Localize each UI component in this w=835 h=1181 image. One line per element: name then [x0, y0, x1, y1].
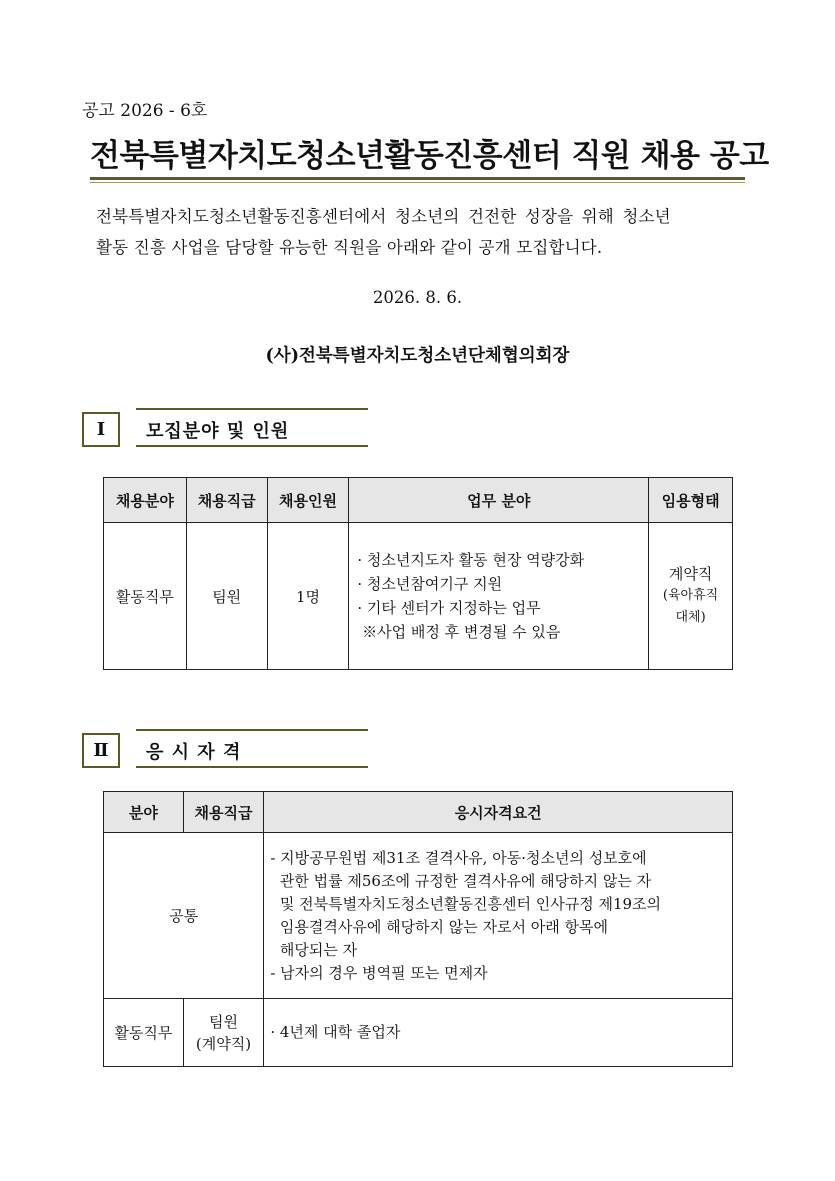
cell-common: 공통 [104, 833, 264, 999]
cell-rank [183, 999, 264, 1067]
section2-rule-bottom [136, 766, 368, 768]
section1-number: Ⅰ [96, 419, 106, 440]
table-row [104, 523, 733, 670]
requirement-line: 임용결격사유에 해당하지 않는 자로서 아래 항목에 [270, 917, 609, 936]
employment-type: 계약직 [668, 565, 713, 583]
title-divider-thin [90, 182, 745, 183]
notice-date: 2026. 8. 6. [372, 288, 463, 307]
intro-line: 전북특별자치도청소년활동진흥센터에서 청소년의 건전한 성장을 위해 청소년 [96, 207, 671, 226]
header-rank: 채용직급 [183, 792, 264, 833]
cell-common-requirements [264, 833, 733, 999]
qualification-table [103, 791, 733, 1067]
section1-heading: 모집분야 및 인원 [146, 421, 290, 442]
requirement-line: - 남자의 경우 병역필 또는 면제자 [270, 963, 488, 982]
section2-heading: 응 시 자 격 [146, 742, 242, 763]
rank-note: (계약직) [195, 1034, 252, 1053]
cell-employment-type [649, 523, 733, 670]
table-row [104, 999, 733, 1067]
rank-label: 팀원 [209, 1012, 238, 1031]
cell-count: 1명 [267, 523, 349, 670]
header-field: 채용분야 [104, 478, 187, 523]
section2-number-box [82, 733, 120, 768]
organization-name: (사)전북특별자치도청소년단체협의회장 [265, 346, 570, 366]
title-divider [90, 177, 745, 180]
requirement-line: 관한 법률 제56조에 규정한 결격사유에 해당하지 않는 자 [270, 871, 652, 890]
section1-rule-bottom [136, 445, 368, 447]
intro-line: 활동 진흥 사업을 담당할 유능한 직원을 아래와 같이 공개 모집합니다. [96, 238, 603, 257]
intro-paragraph [96, 201, 756, 263]
table-header-row [104, 792, 733, 833]
duty-item: · 청소년지도자 활동 현장 역량강화 [357, 551, 585, 569]
employment-note: 대체) [675, 610, 706, 625]
header-count: 채용인원 [267, 478, 349, 523]
header-requirements: 응시자격요건 [264, 792, 733, 833]
section1-rule-top [136, 408, 368, 410]
page-title: 전북특별자치도청소년활동진흥센터 직원 채용 공고 [90, 138, 769, 174]
header-duties: 업무 분야 [349, 478, 649, 523]
header-field: 분야 [104, 792, 184, 833]
cell-field: 활동직무 [104, 523, 187, 670]
duty-item: · 청소년참여기구 지원 [357, 575, 503, 593]
cell-field: 활동직무 [104, 999, 184, 1067]
cell-activity-requirement: · 4년제 대학 졸업자 [264, 999, 733, 1067]
section2-number: Ⅱ [93, 740, 109, 761]
table-header-row [104, 478, 733, 523]
requirement-line: 해당되는 자 [270, 940, 358, 959]
requirement-line: - 지방공무원법 제31조 결격사유, 아동·청소년의 성보호에 [270, 848, 647, 867]
notice-number: 공고 2026 - 6호 [82, 101, 208, 121]
requirement-line: 및 전북특별자치도청소년활동진흥센터 인사규정 제19조의 [270, 894, 662, 913]
cell-duties [349, 523, 649, 670]
table-row [104, 833, 733, 999]
recruitment-table [103, 477, 733, 670]
header-employment-type: 임용형태 [649, 478, 733, 523]
section2-rule-top [136, 729, 368, 731]
employment-note: (육아휴직 [662, 588, 719, 603]
header-rank: 채용직급 [186, 478, 267, 523]
duty-note: ※사업 배정 후 변경될 수 있음 [357, 623, 561, 641]
duty-item: · 기타 센터가 지정하는 업무 [357, 599, 541, 617]
section1-number-box [82, 412, 120, 447]
cell-rank: 팀원 [186, 523, 267, 670]
